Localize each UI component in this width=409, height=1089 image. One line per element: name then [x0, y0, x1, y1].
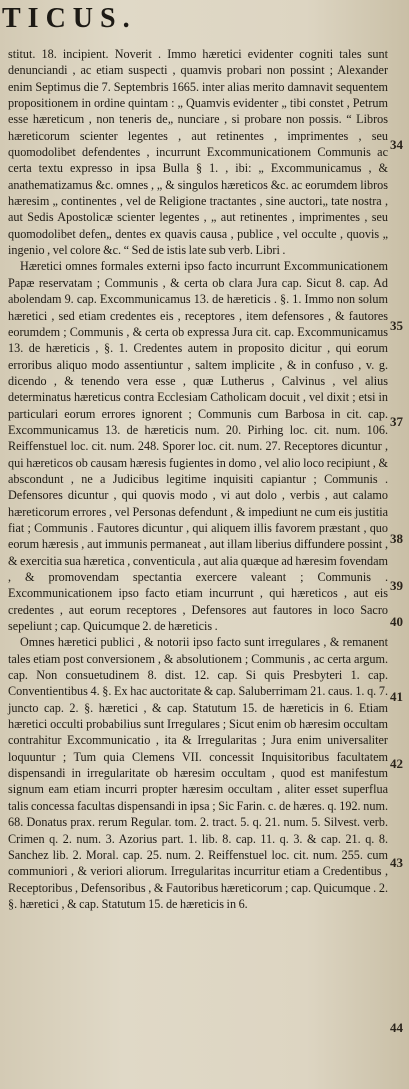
paragraph-2: Hæretici omnes formales externi ipso facto incurrunt Excommunicationem Papæ reservatam ; Communis , & certa ob clara Jura cap. Sicut 8. cap. Ad abolendam 9. cap. Excommunicamus 13. de hæreticis . §. 1. Immo non solum hæretici , sed etiam credentes eis , receptores , item defensores , & fautores eorumdem ; Communis , & certa ob expressa Jura cit. cap. Excommunicamus 13. de hæreticis , §. 1. Credentes autem in proposito dicitur , qui eorum erroribus aliquo modo assentiuntur , saltem implicite , & in confuso , v. g. dicendo , & tenendo vera esse , quæ Lutherus , Calvinus , vel alius determinatus hæreticus contra Ecclesiam Catholicam docuit , vel dixit ; etsi in particulari eorum errores ignorent ; Communis cum Barbosa in cit. cap. Excommunicamus 13. de hæreticis num. 20. Pirhing loc. cit. num. 106. Reiffenstuel loc. cit. num. 248. Sporer loc. cit. num. 27. Receptores dicuntur , qui hæreticos ob causam hæresis fugientes in domo , vel alio loco recipiunt , & abscondunt , ne a Judicibus legitime inquisiti capiantur ; Communis . Defensores dicuntur , qui quovis modo , vi aut dolo , verbis , aut calamo hæreticorum errores , vel Personas defendunt , & impediunt ne cum eis justitia fiat ; Communis . Fautores dicuntur , qui aliquem illis favorem præstant , quo eorum hæresis , aut immunis permaneat , aut illam liberius diffundere possint , & exercitia sua hæretica , conventicula , aut alia quæque ad hæresim fovendam , & promovendam spectantia exercere valeant ; Communis . Excommunicationem ipso facto etiam incurrunt , qui hæreticos , aut eis credentes , aut eorum receptores , Defensores aut fautores in loco Sacro sepeliunt ; cap. Quicumque 2. de hæreticis . [8, 259, 388, 634]
margin-number: 40 [390, 614, 403, 629]
margin-number: 38 [390, 531, 403, 546]
margin-number: 41 [390, 689, 403, 704]
margin-number: 42 [390, 756, 403, 771]
margin-number: 43 [390, 855, 403, 870]
running-head: TICUS. [2, 3, 137, 34]
margin-number: 37 [390, 414, 403, 429]
paragraph-1: stitut. 18. incipient. Noverit . Immo hæretici evidenter cogniti tales sunt denunciandi , ac etiam suspecti , quamvis probari non possint ; Alexander enim Septimus die 7. Septembris 1665. inter alias merito damnavit sequentem propositionem in ordine quintam : „ Quamvis evidenter „ tibi constet , Petrum esse hæreticum , non teneris de„ nunciare , si probare non possis. “ Libros hæreticorum scienter legentes , aut retinentes , imprimentes , seu quomodolibet defendentes , incurrunt Excommunicationem Communis ac certa textu expresso in ipsa Bulla § 1. , ibi: „ Excommunicamus , & anathematizamus &c. omnes , „ & singulos hæreticos &c. ac eorumdem libros hæresim „ continentes , vel de Religione tractantes , sine auctori„ tate nostra , aut Sedis Apostolicæ scienter legentes , „ aut retinentes , imprimentes , seu quomodolibet defen„ dentes ex quavis causa , publice , vel occulte , quovis „ ingenio , vel colore &c. “ Sed de istis late sub verb. Libri . [8, 47, 388, 258]
margin-number: 39 [390, 578, 403, 593]
paragraph-3: Omnes hæretici publici , & notorii ipso facto sunt irregulares , & remanent tales etiam post conversionem , & absolutionem ; Communis , ac certa argum. cap. Non consuetudinem 8. dist. 12. cap. Si quis Presbyteri 1. cap. Conventientibus 4. §. Ex hac auctoritate & cap. Saluberrimam 21. caus. 1. q. 7. juncto cap. 2. §. hæretici , & cap. Statutum 15. de hæreticis in 6. Etiam hæretici occulti probabilius sunt Irregulares ; Sicut enim ob hæresim occultam contrahitur Excommunicatio , ita & Irregularitas ; Jura enim universaliter loquuntur ; Tum quia Clemens VII. concessit Inquisitoribus facultatem dispensandi in irregularitate ob hæresim occultam , quod est manifestum signum eam etiam incurri propter hæresim occultam , aliter esset superflua talis concessa facultas dispensandi in ipsa ; Sic Farin. c. de hæres. q. 192. num. 68. Donatus prax. rerum Regular. tom. 2. tract. 5. q. 21. num. 5. Silvest. verb. Crimen q. 2. num. 3. Azorius part. 1. lib. 8. cap. 11. q. 3. & cap. 21. q. 8. Sanchez lib. 2. Moral. cap. 25. num. 2. Reiffenstuel loc. cit. num. 255. cum communiori , & veriori aliorum. Irregularitas incurritur etiam a Credentibus , Receptoribus , Defensoribus , & Fautoribus hæreticorum ; cap. Quicumque . 2. §. hæretici , & cap. Statutum 15. de hæreticis in 6. [8, 635, 388, 911]
margin-number: 44 [390, 1020, 403, 1035]
text-column [8, 46, 388, 912]
margin-number: 35 [390, 318, 403, 333]
margin-number: 34 [390, 137, 403, 152]
